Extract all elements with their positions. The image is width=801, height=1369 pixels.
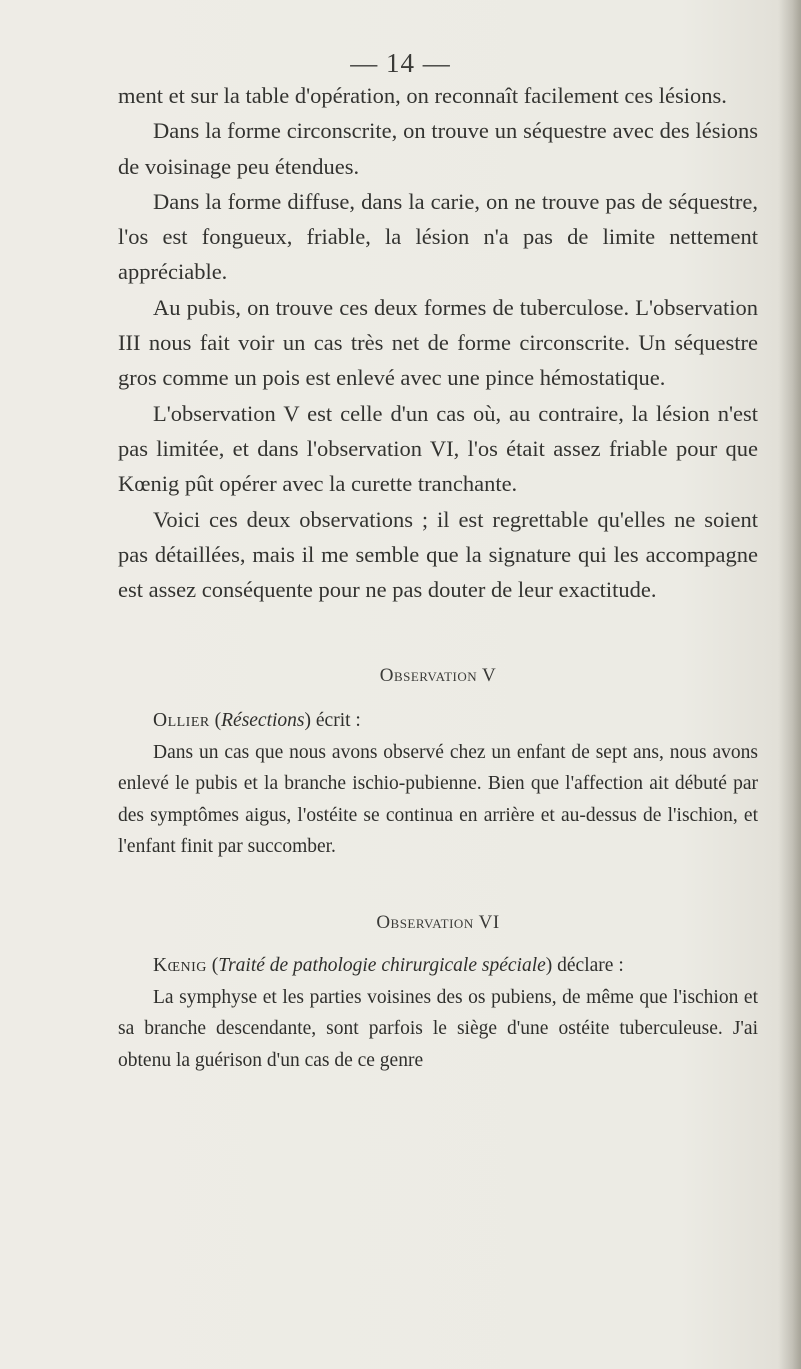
paragraph-circumscribed-form: Dans la forme circonscrite, on trouve un séquestre avec des lésions de voisinage peu étendues. [118,118,758,179]
page-number: — 14 — [350,48,451,78]
paragraph-observation-v-vi: L'observation V est celle d'un cas où, au contraire, la lésion n'est pas limitée, et dans l'observation VI, l'os était assez friable pour que Kœnig pût opérer avec la curette tranchante. [118,400,758,497]
observation-v-verb: écrit : [311,710,361,732]
text-body [118,78,758,1076]
work-title-resections: Résections [221,710,305,732]
paragraph-continuation: ment et sur la table d'opération, on reconnaît facilement ces lésions. [118,83,727,108]
work-title-traite: Traité de pathologie chirurgicale spéciale [218,955,546,977]
observation-vi-text: La symphyse et les parties voisines des os pubiens, de même que l'ischion et sa branche descendante, sont parfois le siège d'une ostéite tuberculeuse. J'ai obtenu la guérison d'un cas de ce genre [118,986,758,1071]
observation-v-text: Dans un cas que nous avons observé chez un enfant de sept ans, nous avons enlevé le pubis et la branche ischio-pubienne. Bien que l'affection ait débuté par des symptômes aigus, l'ostéite se continua en arrière et au-dessus de l'ischion, et l'enfant finit par succomber. [118,741,758,858]
paragraph-diffuse-form: Dans la forme diffuse, dans la carie, on ne trouve pas de séquestre, l'os est fongueux, friable, la lésion n'a pas de limite nettement appréciable. [118,188,758,285]
observation-vi-intro: Kœnig (Traité de pathologie chirurgicale spéciale) déclare : [153,955,624,977]
observation-vi-verb: déclare : [552,955,624,977]
author-koenig: Kœnig [153,955,207,977]
paragraph-two-observations: Voici ces deux observations ; il est regrettable qu'elles ne soient pas détaillées, mais il me semble que la signature qui les accompagne est assez conséquente pour ne pas douter de leur exactitude. [118,506,758,603]
observation-vi-heading: Observation VI [376,912,500,934]
author-ollier: Ollier [153,710,210,732]
observation-v-heading: Observation V [379,665,497,687]
paragraph-pubis: Au pubis, on trouve ces deux formes de tuberculose. L'observation III nous fait voir un cas très net de forme circonscrite. Un séquestre gros comme un pois est enlevé avec une pince hémostatique. [118,294,758,391]
page-edge-shadow [779,0,801,1369]
observation-v-intro: Ollier (Résections) écrit : [153,710,361,732]
